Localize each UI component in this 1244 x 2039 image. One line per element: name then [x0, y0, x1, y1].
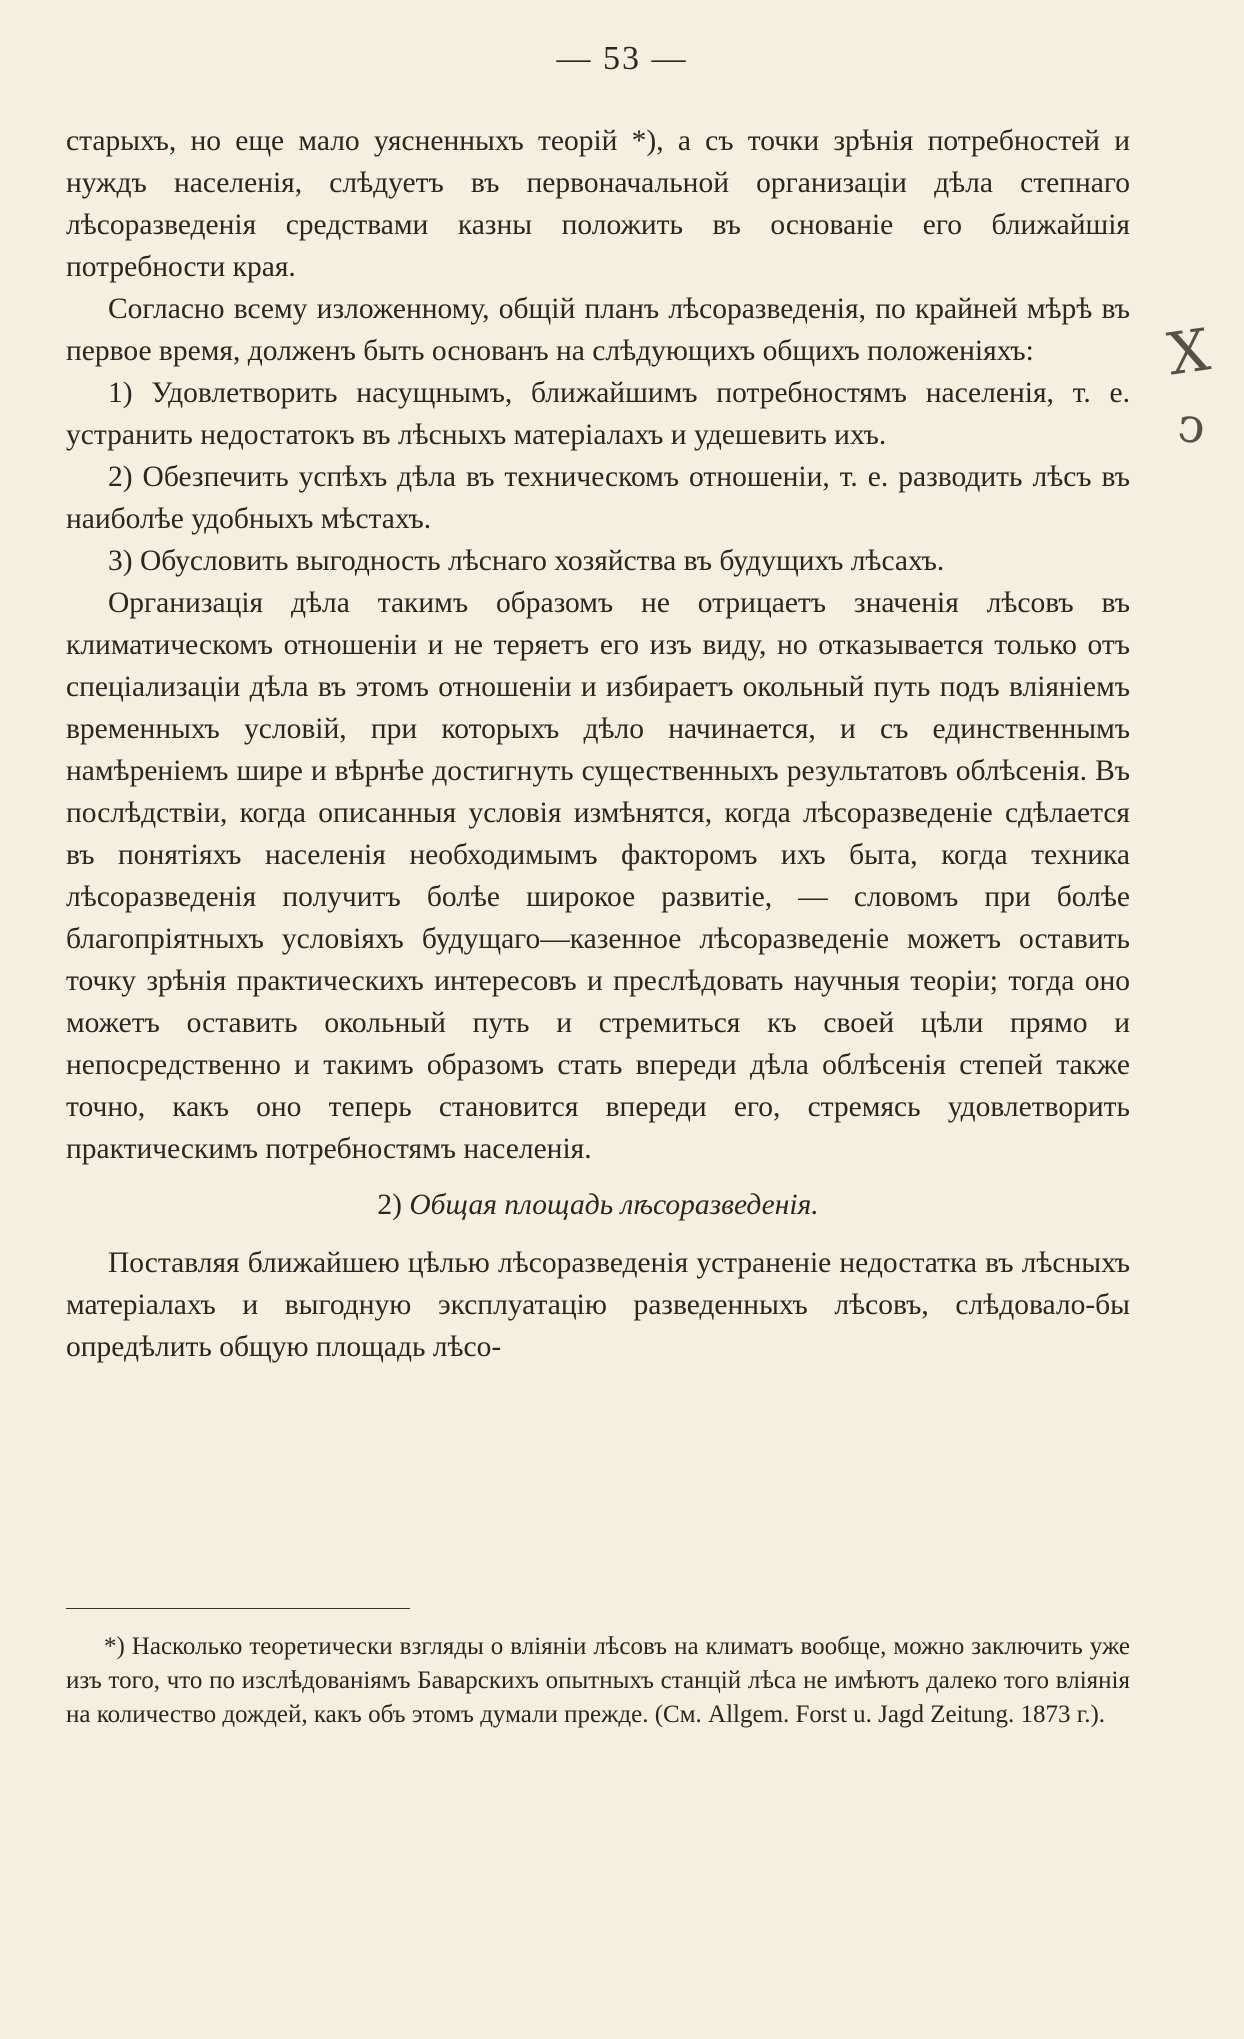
paragraph-2: Согласно всему изложенному, общій планъ лѣсоразведенія, по крайней мѣрѣ въ первое время, долженъ быть основанъ на слѣдующихъ общихъ положеніяхъ:	[66, 293, 1130, 367]
section-title: Общая площадь лѣсоразведенія.	[409, 1189, 819, 1221]
page-number: — 53 —	[556, 40, 688, 77]
paragraph-3: Организація дѣла такимъ образомъ не отрицаетъ значенія лѣсовъ въ климатическомъ отношеніи и не теряетъ его изъ виду, но отказывается только отъ спеціализаціи дѣла въ этомъ отношеніи и избираетъ окольный путь подъ вліяніемъ временныхъ условій, при которыхъ дѣло начинается, и съ единственнымъ намѣреніемъ шире и вѣрнѣе достигнуть существенныхъ результатовъ облѣсенія. Въ послѣдствіи, когда описанныя условія измѣнятся, когда лѣсоразведеніе сдѣлается въ понятіяхъ населенія необходимымъ факторомъ ихъ быта, когда техника лѣсоразведенія получитъ болѣе широкое развитіе, — словомъ при болѣе благопріятныхъ условіяхъ будущаго—казенное лѣсоразведеніе можетъ оставить точку зрѣнія практическихъ интересовъ и преслѣдовать научныя теоріи; тогда оно можетъ оставить окольный путь и стремиться къ своей цѣли прямо и непосредственно и такимъ образомъ стать впереди дѣла облѣсенія степей также точно, какъ оно теперь становится впереди его, стремясь удовлетворить практическимъ потребностямъ населенія.	[66, 587, 1130, 1165]
pencil-mark-hook: ↄ	[1175, 396, 1208, 456]
main-text	[66, 120, 1130, 1368]
section-heading	[66, 1184, 1130, 1226]
paragraph-4: Поставляя ближайшею цѣлью лѣсоразведенія устраненіе недостатка въ лѣсныхъ матеріалахъ и выгодную эксплуатацію разведенныхъ лѣсовъ, слѣдовало-бы опредѣлить общую площадь лѣсо-	[66, 1247, 1130, 1363]
footnote-text: *) Насколько теоретически взгляды о вліяніи лѣсовъ на климатъ вообще, можно заключить уже изъ того, что по изслѣдованіямъ Баварскихъ опытныхъ станцій лѣса не имѣютъ далеко того вліянія на количество дождей, какъ объ этомъ думали прежде. (См. Allgem. Forst u. Jagd Zeitung. 1873 г.).	[66, 1633, 1130, 1728]
pencil-mark-x: Х	[1163, 315, 1214, 389]
list-item-2: 2) Обезпечить успѣхъ дѣла въ техническомъ отношеніи, т. е. разводить лѣсъ въ наиболѣе удобныхъ мѣстахъ.	[66, 461, 1130, 535]
footnote	[66, 1630, 1130, 1732]
section-number: 2)	[377, 1189, 402, 1221]
list-item-1: 1) Удовлетворить насущнымъ, ближайшимъ потребностямъ населенія, т. е. устранить недостатокъ въ лѣсныхъ матеріалахъ и удешевить ихъ.	[66, 377, 1130, 451]
list-item-3: 3) Обусловить выгодность лѣснаго хозяйства въ будущихъ лѣсахъ.	[108, 545, 945, 577]
paragraph-1: старыхъ, но еще мало уясненныхъ теорій *), а съ точки зрѣнія потребностей и нуждъ населенія, слѣдуетъ въ первоначальной организаціи дѣла степнаго лѣсоразведенія средствами казны положить въ основаніе его ближайшія потребности края.	[66, 125, 1130, 283]
footnote-divider	[66, 1608, 410, 1609]
